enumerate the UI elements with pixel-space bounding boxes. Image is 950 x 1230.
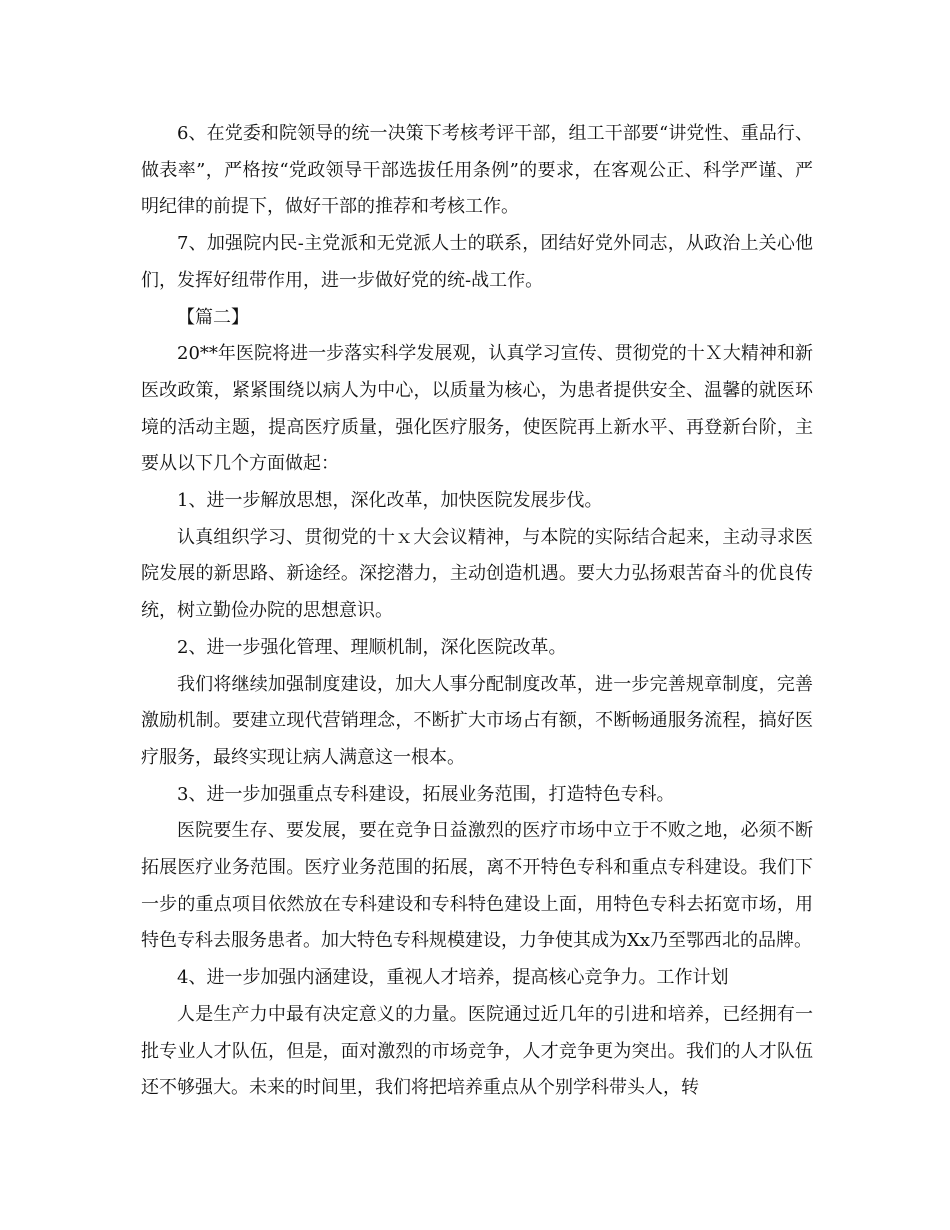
paragraph-intro: 20**年医院将进一步落实科学发展观，认真学习宣传、贯彻党的十Ｘ大精神和新医改政策，紧紧围绕以病人为中心，以质量为核心，为患者提供安全、温馨的就医环境的活动主题，提高医疗质量，强化医疗服务，使医院再上新水平、再登新台阶，主要从以下几个方面做起： xyxy=(141,343,813,475)
paragraph-heading-3: 3、进一步加强重点专科建设，拓展业务范围，打造特色专科。 xyxy=(177,783,675,805)
paragraph-body-2: 我们将继续加强制度建设，加大人事分配制度改革，进一步完善规章制度，完善激励机制。要建立现代营销理念，不断扩大市场占有额，不断畅通服务流程，搞好医疗服务，最终实现让病人满意这一根本。 xyxy=(141,673,813,768)
paragraph-heading-4: 4、进一步加强内涵建设，重视人才培养，提高核心竞争力。工作计划 xyxy=(177,967,729,989)
paragraph-item-6-cadre-assessment: 6、在党委和院领导的统一决策下考核考评干部，组工干部要“讲党性、重品行、做表率”，严格按“党政领导干部选拔任用条例”的要求，在客观公正、科学严谨、严明纪律的前提下，做好干部的推荐和考核工作。 xyxy=(141,123,813,218)
document-body xyxy=(141,116,813,1107)
section-heading-part-two: 【篇二】 xyxy=(177,306,249,328)
paragraph-heading-1: 1、进一步解放思想，深化改革，加快医院发展步伐。 xyxy=(177,490,603,512)
paragraph-body-3: 医院要生存、要发展，要在竞争日益激烈的医疗市场中立于不败之地，必须不断拓展医疗业务范围。医疗业务范围的拓展，离不开特色专科和重点专科建设。我们下一步的重点项目依然放在专科建设和专科特色建设上面，用特色专科去拓宽市场，用特色专科去服务患者。加大特色专科规模建设，力争使其成为Xx乃至鄂西北的品牌。 xyxy=(141,820,813,952)
paragraph-body-1: 认真组织学习、贯彻党的十ｘ大会议精神，与本院的实际结合起来，主动寻求医院发展的新思路、新途经。深挖潜力，主动创造机遇。要大力弘扬艰苦奋斗的优良传统，树立勤俭办院的思想意识。 xyxy=(141,526,813,622)
paragraph-heading-2: 2、进一步强化管理、理顺机制，深化医院改革。 xyxy=(177,636,567,658)
paragraph-body-4: 人是生产力中最有决定意义的力量。医院通过近几年的引进和培养，已经拥有一批专业人才队伍，但是，面对激烈的市场竞争，人才竞争更为突出。我们的人才队伍还不够强大。未来的时间里，我们将把培养重点从个别学科带头人，转 xyxy=(141,1003,813,1099)
paragraph-item-7-united-front: 7、加强院内民-主党派和无党派人士的联系，团结好党外同志，从政治上关心他们，发挥好纽带作用，进一步做好党的统-战工作。 xyxy=(141,233,813,291)
